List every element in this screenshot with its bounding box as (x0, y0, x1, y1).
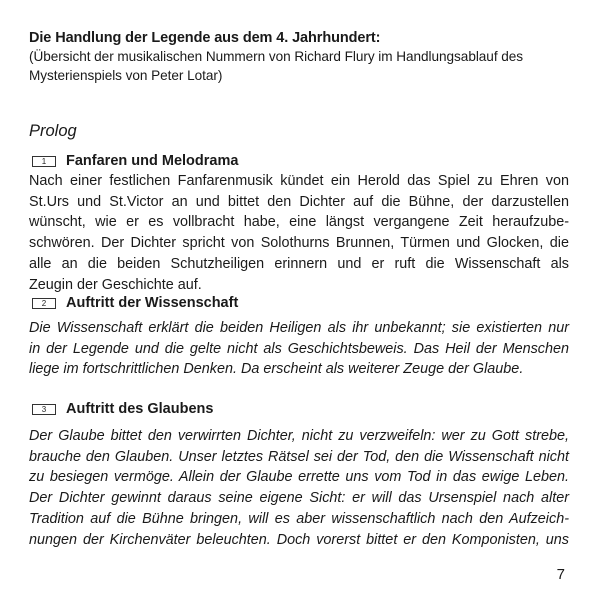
section-title: Prolog (29, 122, 77, 140)
page-header (29, 30, 569, 85)
track-heading (29, 293, 569, 313)
text-line: Die Wissenschaft erklärt die beiden Heiligen als ihr unbekannt; sie existierten nur (29, 320, 569, 336)
track-description (29, 426, 569, 550)
text-line: schwören. Der Dichter spricht von Solothurns Brunnen, Türmen und Glocken, die (29, 235, 569, 252)
text-line: nungen der Kirchenväter beleuchten. Doch vorerst bittet er den Komponisten, uns (29, 531, 569, 548)
text-line: Der Glaube bittet den verwirrten Dichter, nicht zu verzweifeln: wer zu Gott strebe, (29, 428, 569, 444)
text-line: Nach einer festlichen Fanfarenmusik kündet ein Herold das Spiel zu Ehren von (29, 173, 569, 189)
track-number-box: 3 (32, 404, 56, 415)
track-entry (29, 151, 569, 295)
text-line: Zeugin der Geschichte auf. (29, 276, 202, 293)
text-line: St.Urs und St.Victor an und bittet den Dichter auf die Bühne, der darzustellen (29, 193, 569, 210)
text-line: Tradition auf die Bühne bringen, will es aber wissenschaftlich nach den Aufzeich- (29, 510, 569, 527)
page-subtitle-line-2: Mysterienspiels von Peter Lotar) (29, 68, 223, 83)
track-title: Auftritt der Wissenschaft (66, 295, 239, 311)
track-title: Fanfaren und Melodrama (66, 153, 239, 169)
track-number-box: 1 (32, 156, 56, 167)
text-line: brauche den Glauben. Unser letztes Rätsel sei der Tod, den die Wissenschaft nicht (29, 448, 569, 465)
text-line: in der Legende und die gelte nicht als Geschichtsbeweis. Das Heil der Menschen (29, 340, 569, 357)
page-subtitle-line-1: (Übersicht der musikalischen Nummern von Richard Flury im Handlungsablauf des (29, 49, 524, 64)
page-title: Die Handlung der Legende aus dem 4. Jahrhundert: (29, 30, 381, 46)
text-line: liege im fortschrittlichen Denken. Da erscheint als weiterer Zeuge der Glaube. (29, 361, 524, 378)
track-title: Auftritt des Glaubens (66, 401, 214, 417)
track-description (29, 318, 569, 380)
track-number-box: 2 (32, 298, 56, 309)
track-entry (29, 399, 569, 550)
track-entry (29, 293, 569, 380)
track-description (29, 171, 569, 295)
track-heading (29, 399, 569, 419)
page-number: 7 (556, 566, 565, 583)
text-line: alle an die beiden Schutzheiligen erinnern und er ruft die Wissenschaft als (29, 255, 569, 272)
text-line: wünscht, wie er es vollbracht habe, eine längst vergangene Zeit heraufzube- (29, 214, 569, 231)
text-line: zu besiegen vermöge. Allein der Glaube errette uns vom Tod in das ewige Leben. (29, 469, 569, 486)
track-heading (29, 151, 569, 171)
text-line: Der Dichter gewinnt daraus seine eigene Sicht: er will das Ursenspiel nach alter (29, 490, 569, 507)
